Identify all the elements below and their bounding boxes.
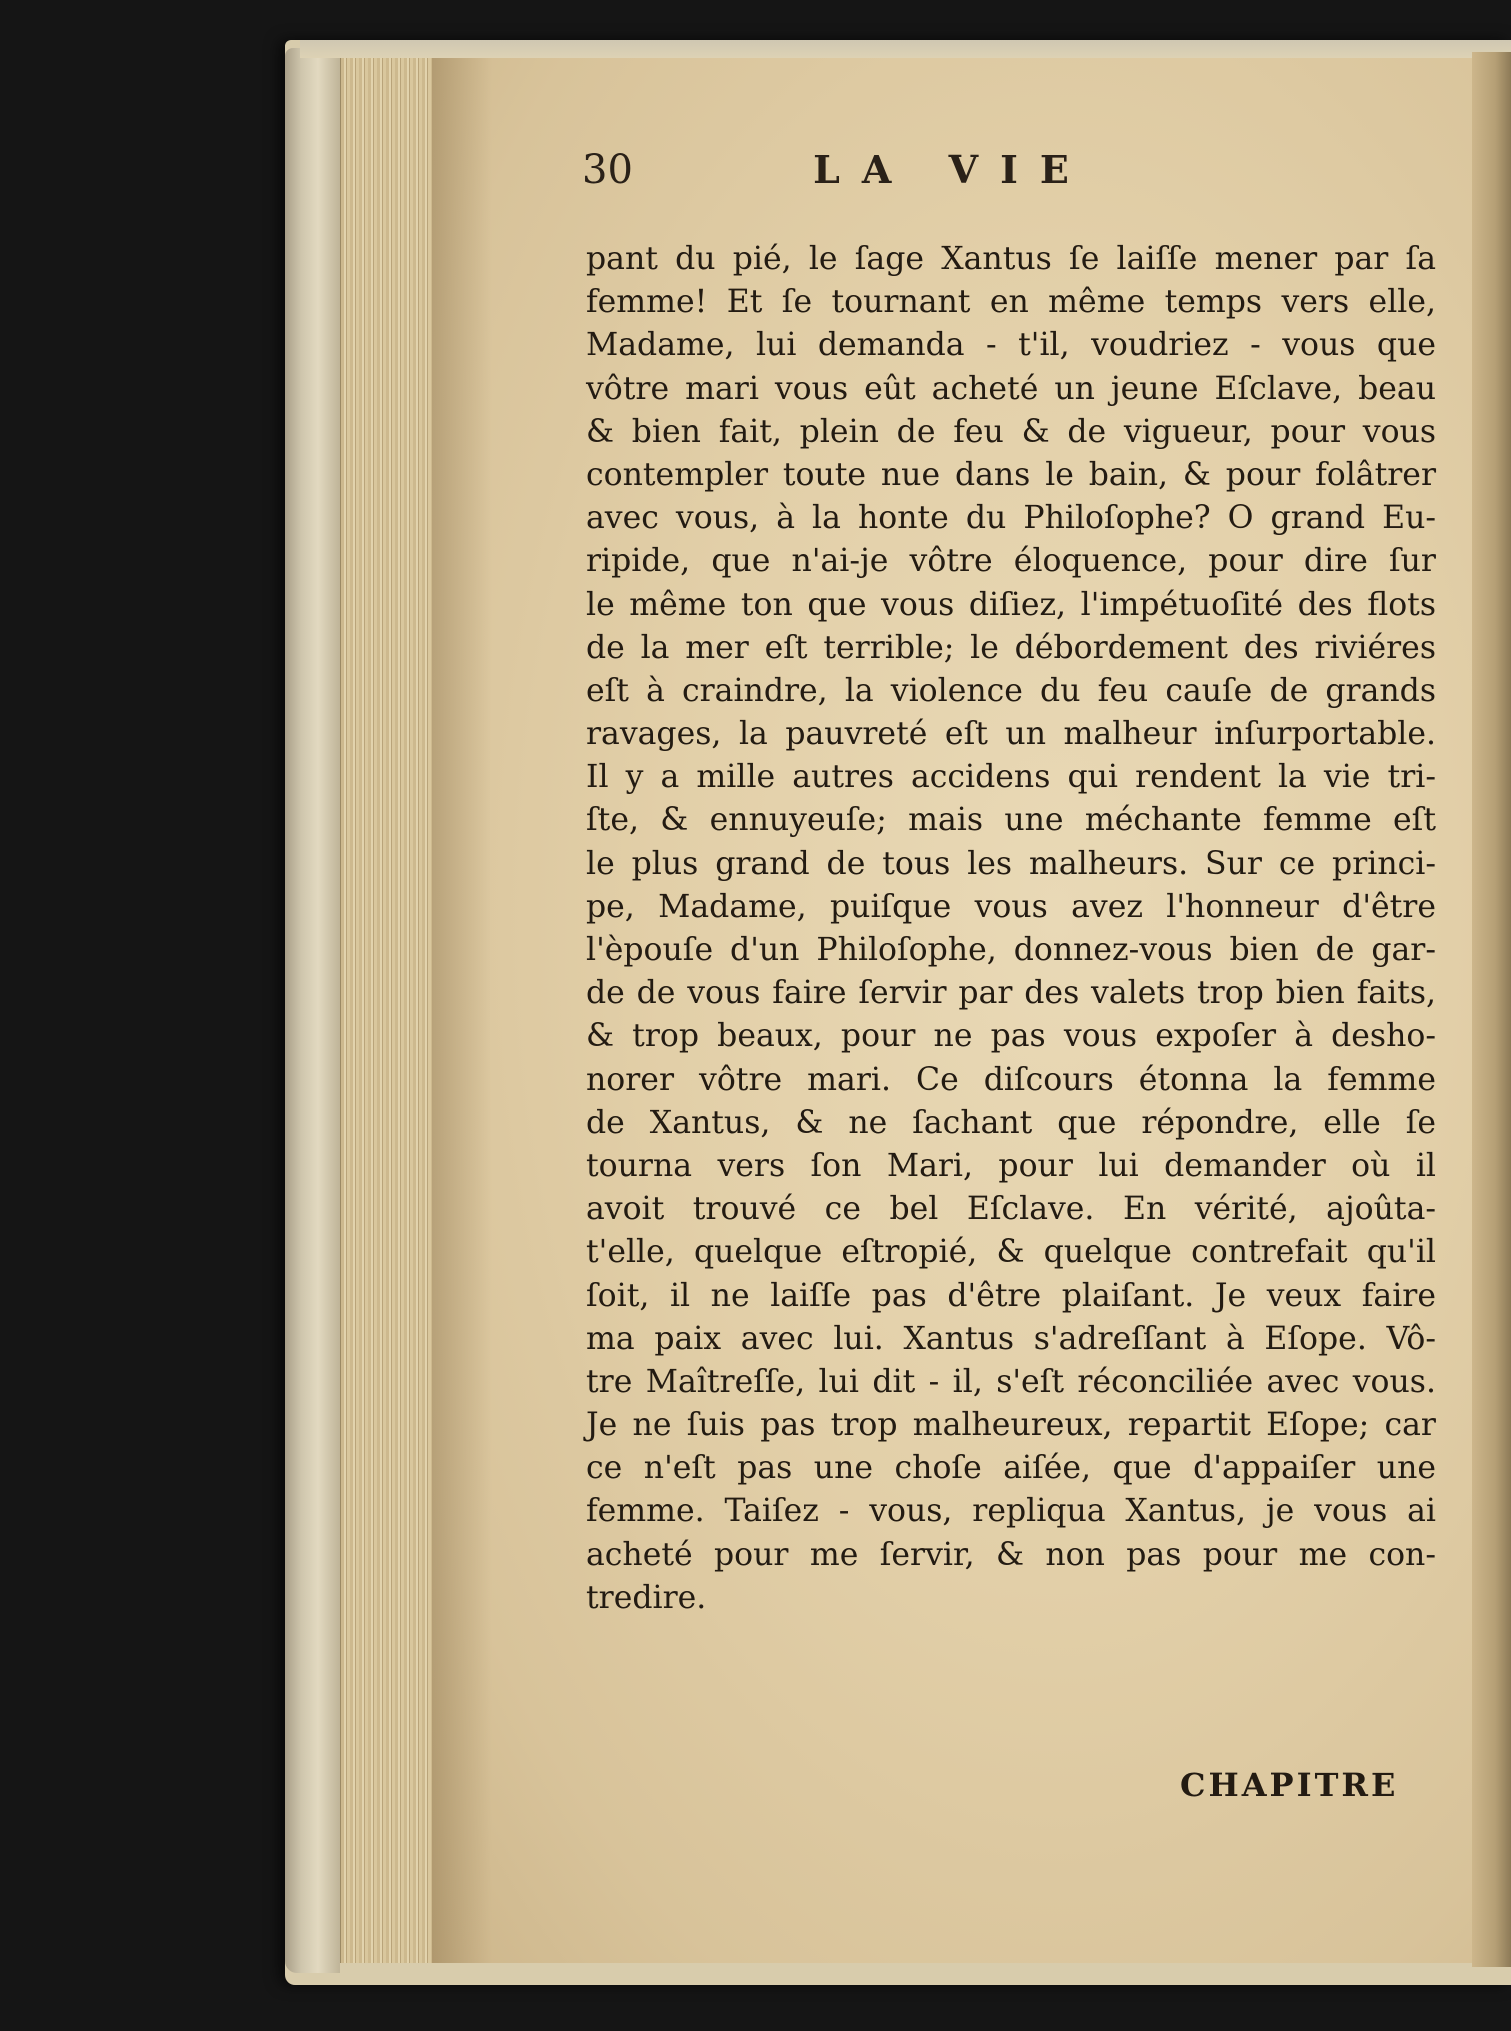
text-line: contempler toute nue dans le bain, & pour folâtrer: [586, 456, 1436, 493]
text-line: ſte, & ennuyeuſe; mais une méchante femme eſt: [586, 802, 1436, 839]
facing-page-edge: [1472, 52, 1511, 1967]
text-line: eſt à craindre, la violence du feu cauſe de grands: [586, 672, 1436, 709]
text-line: femme. Taiſez - vous, repliqua Xantus, je vous ai: [586, 1493, 1436, 1530]
text-line: Madame, lui demanda - t'il, voudriez - vous que: [586, 327, 1436, 364]
running-head: LA VIE: [813, 147, 1091, 192]
text-line: le même ton que vous diſiez, l'impétuoſité des flots: [586, 586, 1436, 623]
text-line: t'elle, quelque eſtropié, & quelque contrefait qu'il: [586, 1234, 1436, 1271]
page-stack-edges: [340, 58, 433, 1963]
text-line: norer vôtre mari. Ce diſcours étonna la femme: [586, 1061, 1436, 1098]
text-line: de de vous faire ſervir par des valets trop bien faits,: [586, 975, 1436, 1012]
page-number: 30: [582, 147, 633, 193]
text-line: ravages, la pauvreté eſt un malheur inſurportable.: [586, 716, 1436, 753]
text-line: ſoit, il ne laiſſe pas d'être plaiſant. Je veux faire: [586, 1277, 1436, 1314]
body-text: [586, 238, 1436, 1620]
catchword: CHAPITRE: [1180, 1766, 1399, 1804]
text-line: ce n'eſt pas une choſe aiſée, que d'appaiſer une: [586, 1450, 1436, 1487]
text-line: Je ne ſuis pas trop malheureux, repartit Eſope; car: [586, 1407, 1436, 1444]
text-line: tourna vers ſon Mari, pour lui demander où il: [586, 1147, 1436, 1184]
gutter-shadow: [432, 58, 492, 1963]
text-line: femme! Et ſe tournant en même temps vers elle,: [586, 284, 1436, 321]
text-line: & trop beaux, pour ne pas vous expoſer à desho-: [586, 1018, 1436, 1055]
text-line: avec vous, à la honte du Philoſophe? O grand Eu-: [586, 500, 1436, 537]
text-line: pant du pié, le ſage Xantus ſe laiſſe mener par ſa: [586, 241, 1436, 277]
page-top-edge: [300, 40, 1511, 58]
text-line: ma paix avec lui. Xantus s'adreſſant à Eſope. Vô-: [586, 1320, 1436, 1357]
text-line: & bien fait, plein de feu & de vigueur, pour vous: [586, 413, 1436, 450]
text-line: l'èpouſe d'un Philoſophe, donnez-vous bien de gar-: [586, 932, 1436, 968]
text-line: le plus grand de tous les malheurs. Sur ce princi-: [586, 845, 1436, 882]
page-header: [432, 140, 1472, 200]
text-line: de la mer eſt terrible; le débordement des riviéres: [586, 629, 1436, 666]
text-line: ripide, que n'ai-je vôtre éloquence, pour dire ſur: [586, 543, 1436, 580]
text-line: tre Maîtreſſe, lui dit - il, s'eſt réconciliée avec vous.: [586, 1363, 1436, 1400]
text-line: avoit trouvé ce bel Eſclave. En vérité, ajoûta-: [586, 1191, 1436, 1228]
book-cover-edge: [285, 48, 340, 1973]
text-line: pe, Madame, puiſque vous avez l'honneur d'être: [586, 888, 1436, 925]
text-line: de Xantus, & ne ſachant que répondre, elle ſe: [586, 1104, 1436, 1141]
text-line: vôtre mari vous eût acheté un jeune Eſclave, beau: [586, 370, 1436, 407]
text-line: tredire.: [586, 1579, 707, 1616]
text-line: Il y a mille autres accidens qui rendent la vie tri-: [586, 759, 1436, 796]
text-line: acheté pour me ſervir, & non pas pour me con-: [586, 1536, 1436, 1573]
